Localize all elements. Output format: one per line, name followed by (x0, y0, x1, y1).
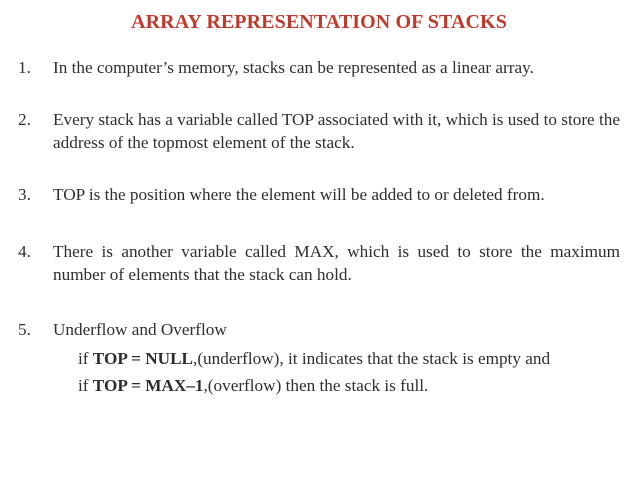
condition-expression: TOP = NULL (92, 349, 194, 368)
list-item-5 (18, 318, 620, 341)
list-item-1 (18, 56, 620, 79)
item-number: 4. (18, 242, 31, 261)
list-item-4 (18, 240, 620, 286)
item-number: 2. (18, 110, 31, 129)
underflow-condition (78, 347, 623, 370)
item-number: 5. (18, 320, 31, 339)
item-text: There is another variable called MAX, which is used to store the maximum number of elements that the stack can hold. (53, 242, 620, 284)
list-item-3 (18, 183, 620, 206)
item-text: In the computer’s memory, stacks can be represented as a linear array. (53, 58, 534, 77)
condition-prefix: if (78, 376, 93, 395)
condition-expression: TOP = MAX–1 (92, 376, 204, 395)
item-text: Underflow and Overflow (53, 320, 227, 339)
item-number: 3. (18, 185, 31, 204)
item-number: 1. (18, 58, 31, 77)
item-text: Every stack has a variable called TOP associated with it, which is used to store the address of the topmost element of the stack. (53, 110, 620, 152)
list-item-2 (18, 108, 620, 154)
condition-description: ,(overflow) then the stack is full. (203, 376, 429, 395)
condition-prefix: if (78, 349, 93, 368)
condition-description: ,(underflow), it indicates that the stack is empty and (193, 349, 551, 368)
slide-title: ARRAY REPRESENTATION OF STACKS (131, 11, 507, 33)
overflow-condition (78, 374, 623, 397)
item-text: TOP is the position where the element will be added to or deleted from. (53, 185, 545, 204)
